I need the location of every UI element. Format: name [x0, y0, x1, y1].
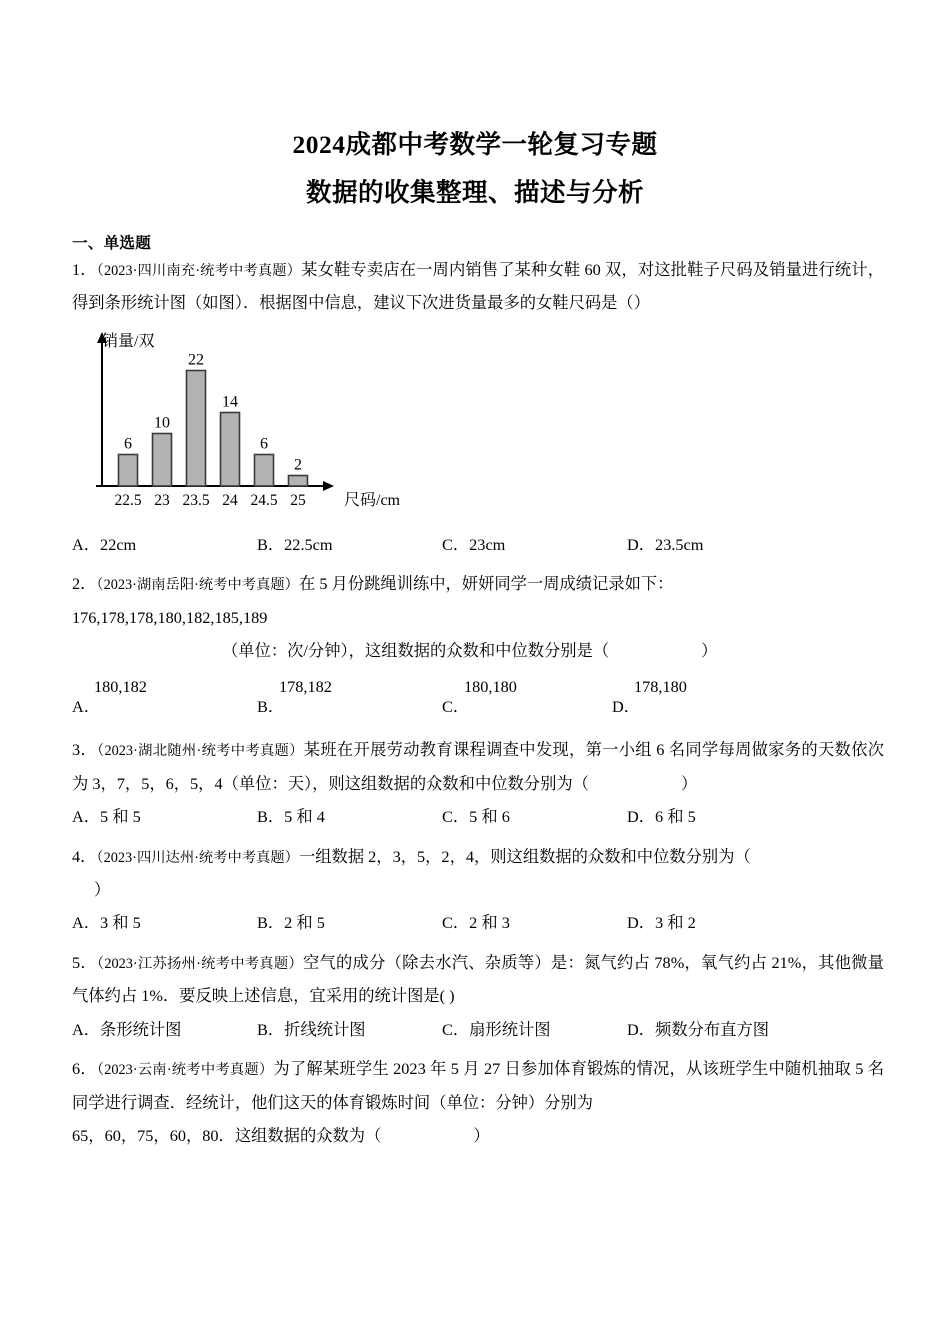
option-label: C．	[442, 534, 470, 554]
question-3-option-b[interactable]	[257, 800, 442, 833]
question-4-option-c[interactable]	[442, 906, 627, 939]
question-5-option-b[interactable]	[257, 1013, 442, 1046]
question-4-options	[72, 906, 884, 939]
option-label: C．	[442, 913, 470, 933]
question-5-options	[72, 1013, 884, 1046]
bar-chart-svg	[72, 328, 492, 518]
question-1-body: 某女鞋专卖店在一周内销售了某种女鞋 60 双，对这批鞋子尺码及销量进行统计，得到条形统计图（如图）．根据图中信息，建议下次进货量最多的女鞋尺码是（	[72, 260, 884, 313]
x-tick-label-23: 23	[154, 491, 170, 509]
question-3	[72, 733, 884, 800]
option-label: A．	[72, 697, 101, 717]
option-label: B．	[257, 534, 285, 554]
question-6-body-tail: ）	[473, 1125, 490, 1145]
question-3-option-a[interactable]	[72, 800, 257, 833]
bar-value-label-24.5: 6	[260, 435, 268, 453]
bar-value-label-24: 14	[222, 393, 238, 411]
question-1	[72, 253, 884, 320]
question-2-continuation	[72, 634, 884, 667]
question-3-number: 3．	[72, 740, 98, 760]
section-heading: 一、单选题	[72, 235, 152, 252]
option-text: 5 和 6	[469, 807, 510, 827]
chart-bars	[119, 370, 308, 486]
question-5-number: 5．	[72, 952, 97, 972]
option-text: 3 和 2	[655, 913, 696, 933]
option-text: 5 和 4	[284, 807, 325, 827]
option-label: B．	[257, 913, 285, 933]
question-1-option-b[interactable]	[257, 528, 442, 561]
question-2-source: （2023·湖南岳阳·统考中考真题）	[96, 577, 299, 594]
document-title-line-1: 2024成都中考数学一轮复习专题	[292, 130, 658, 159]
question-1-option-c[interactable]	[442, 528, 627, 561]
question-4-body: 一组数据 2，3，5，2，4，则这组数据的众数和中位数分别为（	[298, 846, 751, 866]
question-2-number: 2．	[72, 574, 97, 594]
question-1-body-tail: ）	[633, 293, 650, 313]
option-text: 2 和 5	[284, 913, 325, 933]
question-2	[72, 567, 884, 600]
option-label: A．	[72, 534, 101, 554]
bar-value-label-23.5: 22	[188, 351, 204, 369]
question-2-body-2: （单位：次/分钟），这组数据的众数和中位数分别是（	[222, 641, 610, 661]
option-label: C．	[442, 697, 470, 717]
option-label: A．	[72, 1019, 101, 1039]
option-text: 178,180	[634, 677, 687, 697]
question-2-body-tail: ）	[701, 641, 718, 661]
bar-24	[221, 412, 240, 486]
option-label: B．	[257, 807, 285, 827]
question-2-option-a[interactable]	[72, 677, 147, 717]
option-text: 条形统计图	[100, 1019, 182, 1039]
question-3-source: （2023·湖北随州·统考中考真题）	[97, 743, 304, 760]
bar-22.5	[119, 454, 138, 486]
question-4-number: 4．	[72, 846, 97, 866]
option-label: D．	[627, 807, 656, 827]
question-1-option-a[interactable]	[72, 528, 257, 561]
question-4-option-d[interactable]	[627, 906, 812, 939]
option-label: A．	[72, 913, 101, 933]
question-5-body: 空气的成分（除去水汽、杂质等）是：氮气约占 78%，氧气约占 21%，其他微量气体约占 1%．要反映上述信息，宜采用的统计图是( )	[72, 952, 884, 1006]
question-1-options	[72, 528, 884, 561]
option-text: 2 和 3	[469, 913, 510, 933]
question-4-body-tail: ）	[94, 880, 111, 900]
option-text: 5 和 5	[100, 807, 141, 827]
question-2-options	[72, 667, 884, 719]
bar-value-label-22.5: 6	[124, 435, 132, 453]
bar-23	[153, 433, 172, 486]
question-1-number: 1．	[72, 260, 97, 279]
question-2-option-d[interactable]	[612, 677, 687, 717]
option-text: 频数分布直方图	[655, 1019, 770, 1039]
option-text: 180,182	[94, 677, 147, 697]
question-5	[72, 946, 884, 1013]
option-label: B．	[257, 697, 285, 717]
question-4-option-b[interactable]	[257, 906, 442, 939]
question-3-body: 某班在开展劳动教育课程调查中发现，第一小组 6 名同学每周做家务的天数依次为 3，7，5，6，5，4（单位：天），则这组数据的众数和中位数分别为（	[72, 740, 884, 793]
option-label: D．	[627, 534, 656, 554]
question-5-source: （2023·江苏扬州·统考中考真题）	[96, 955, 303, 972]
question-2-data-line-row	[72, 601, 884, 634]
question-6-source: （2023·云南·统考中考真题）	[96, 1062, 274, 1079]
option-text: 6 和 5	[655, 807, 696, 827]
question-6	[72, 1052, 884, 1119]
question-6-data-line: 65，60，75，60，80．这组数据的众数为（	[72, 1125, 382, 1145]
question-3-body-tail: ）	[680, 773, 698, 793]
question-5-option-c[interactable]	[442, 1013, 627, 1046]
option-text: 3 和 5	[100, 913, 141, 933]
option-text: 23cm	[469, 534, 506, 554]
document-title-line-2: 数据的收集整理、描述与分析	[305, 177, 644, 207]
option-text: 23.5cm	[655, 534, 704, 554]
question-6-number: 6．	[72, 1059, 97, 1079]
question-4-continuation	[72, 873, 884, 906]
question-4	[72, 840, 884, 873]
option-label: C．	[442, 1019, 470, 1039]
question-5-option-d[interactable]	[627, 1013, 827, 1046]
question-3-options	[72, 800, 884, 833]
chart-tick-labels	[114, 492, 306, 509]
x-tick-label-23.5: 23.5	[182, 491, 210, 509]
option-text: 22cm	[100, 534, 137, 554]
question-2-data-line: 176,178,178,180,182,185,189	[72, 607, 268, 627]
x-tick-label-24.5: 24.5	[250, 491, 278, 509]
option-text: 22.5cm	[284, 534, 333, 554]
question-6-body: 为了解某班学生 2023 年 5 月 27 日参加体育锻炼的情况，从该班学生中随机抽取 5 名同学进行调查．经统计，他们这天的体育锻炼时间（单位：分钟）分别为	[72, 1059, 884, 1112]
x-tick-label-25: 25	[290, 491, 306, 509]
chart-y-axis-label: 销量/双	[102, 332, 155, 350]
question-1-option-d[interactable]	[627, 528, 812, 561]
x-tick-label-24: 24	[222, 491, 238, 509]
chart-x-axis-label: 尺码/cm	[344, 491, 400, 509]
bar-25	[289, 475, 308, 486]
bar-value-label-25: 2	[294, 456, 302, 474]
question-4-option-a[interactable]	[72, 906, 257, 939]
option-text: 178,182	[279, 677, 332, 697]
option-label: B．	[257, 1019, 285, 1039]
bar-value-label-23: 10	[154, 414, 170, 432]
bar-chart-figure	[72, 328, 492, 528]
question-2-body: 在 5 月份跳绳训练中，妍妍同学一周成绩记录如下：	[298, 574, 674, 594]
spacer	[0, 719, 950, 733]
question-1-source: （2023·四川南充·统考中考真题）	[96, 263, 302, 279]
question-2-option-c[interactable]	[442, 677, 517, 717]
option-label: D．	[612, 697, 641, 717]
option-text: 扇形统计图	[469, 1019, 551, 1039]
question-6-data-line-row	[72, 1119, 884, 1152]
question-3-option-d[interactable]	[627, 800, 812, 833]
x-tick-label-22.5: 22.5	[114, 491, 142, 509]
option-label: D．	[627, 913, 656, 933]
question-2-option-b[interactable]	[257, 677, 332, 717]
chart-value-labels	[124, 351, 302, 473]
option-text: 折线统计图	[284, 1019, 366, 1039]
question-5-option-a[interactable]	[72, 1013, 257, 1046]
question-3-option-c[interactable]	[442, 800, 627, 833]
option-label: A．	[72, 807, 101, 827]
bar-23.5	[187, 370, 206, 486]
option-label: D．	[627, 1019, 656, 1039]
option-label: C．	[442, 807, 470, 827]
bar-24.5	[255, 454, 274, 486]
option-text: 180,180	[464, 677, 517, 697]
question-4-source: （2023·四川达州·统考中考真题）	[96, 849, 299, 866]
